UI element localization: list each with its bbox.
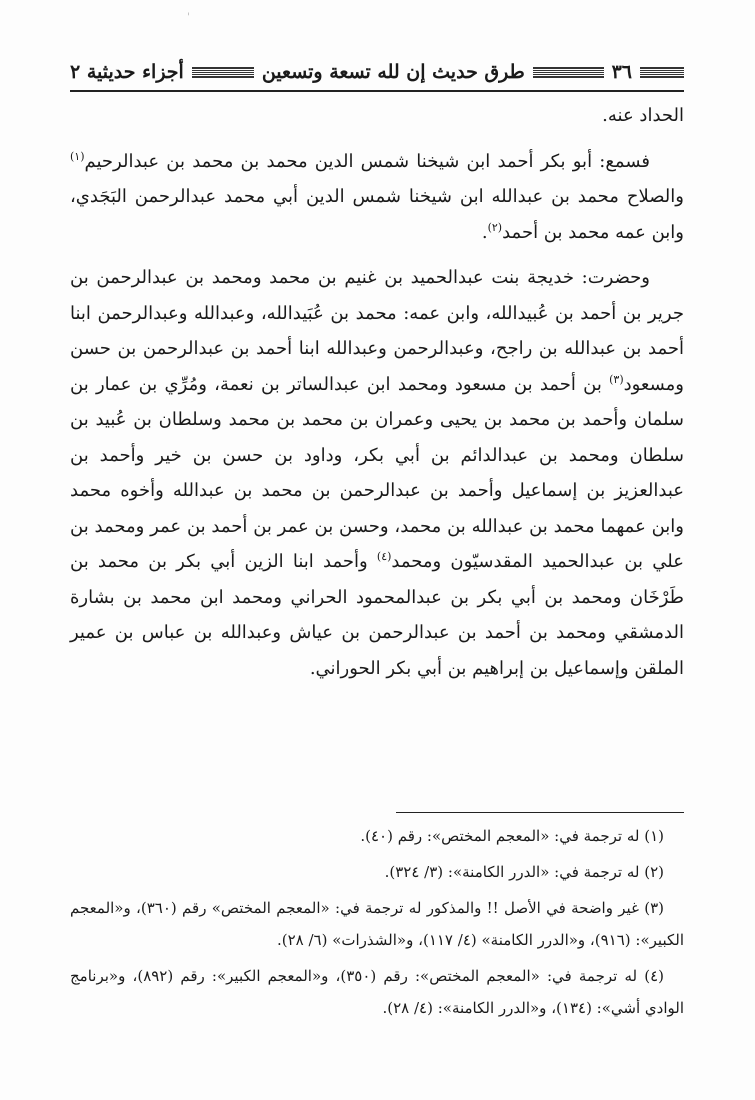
- page-header: [70, 54, 684, 90]
- footnote-3: (٣) غير واضحة في الأصل !! والمذكور له ترجمة في: «المعجم المختص» رقم (٣٦٠)، و«المعجم الكبير»: (٩١٦)، و«الدرر الكامنة» (٤/ ١١٧)، و«الشذرات» (٦/ ٢٨).: [70, 899, 684, 949]
- paragraph-2-text-b: والصلاح محمد بن عبدالله ابن شيخنا شمس الدين أبي محمد عبدالرحمن البَجَدي، وابن عمه محمد بن أحمد: [70, 186, 684, 243]
- paragraph-1: [70, 98, 684, 134]
- footnote-ref-4: (٤): [376, 550, 392, 563]
- footnote-4: (٤) له ترجمة في: «المعجم المختص»: رقم (٣٥٠)، و«المعجم الكبير»: رقم (٨٩٢)، و«برنامج الوادي أشي»: (١٣٤)، و«الدرر الكامنة»: (٤/ ٢٨).: [70, 967, 684, 1017]
- page-number: ٣٦: [611, 61, 632, 83]
- running-title: طرق حديث إن لله تسعة وتسعين: [261, 61, 525, 83]
- paragraph-3-text-a: وحضرت: خديجة بنت عبدالحميد بن غنيم بن محمد ومحمد بن عبدالرحمن بن جرير بن أحمد بن عُبيدالله، وابن عمه: محمد بن عُبَيدالله، وعبدالله وعبدالرحمن ابنا أحمد بن عبدالله بن راجح، وعبدالرحمن وعبدالله ابنا أحمد بن عبدالرحمن بن حسن ومسعود: [70, 267, 684, 395]
- scan-mark: ': [187, 12, 190, 23]
- footnote-ref-1: (١): [70, 149, 85, 163]
- footnote-2: (٢) له ترجمة في: «الدرر الكامنة»: (٣/ ٣٢٤).: [384, 863, 664, 881]
- header-ornament-right: [640, 67, 684, 78]
- paragraph-3-text-b: بن أحمد بن مسعود ومحمد ابن عبدالساتر بن نعمة، ومُرِّي بن عمار بن سلمان وأحمد بن محمد بن يحيى وعمران بن محمد بن محمد وسلطان بن عُبيد بن سلطان ومحمد بن عبدالدائم بن أبي بكر، وداود بن حسن بن خير وأحمد بن عبدالعزيز بن إسماعيل وأحمد بن عبدالرحمن بن محمد بن عبدالله وأخوه محمد وابن عمهما محمد بن عبدالله بن محمد، وحسن بن عمر بن أحمد بن عمر ومحمد بن علي بن عبدالحميد المقدسيّون ومحمد: [70, 373, 684, 572]
- footnote-ref-2: (٢): [487, 220, 503, 234]
- paragraph-3: [70, 260, 684, 686]
- header-ornament-mid-right: [533, 67, 604, 78]
- main-text: [70, 98, 684, 686]
- paragraph-2-text-a: فسمع: أبو بكر أحمد ابن شيخنا شمس الدين محمد بن محمد بن عبدالرحيم: [84, 150, 650, 172]
- book-title: أجزاء حديثية ٢: [70, 61, 184, 83]
- footnote-1: (١) له ترجمة في: «المعجم المختص»: رقم (٤٠).: [360, 827, 664, 845]
- paragraph-3-text-c: وأحمد ابنا الزين أبي بكر بن محمد بن طَرْخَان ومحمد بن أبي بكر بن عبدالمحمود الحراني ومحمد ابن محمد بن بشارة الدمشقي ومحمد بن أحمد بن عبدالرحمن بن عياش وعبدالله بن عباس بن عمير الملقن وإسماعيل بن إبراهيم بن أبي بكر الحوراني.: [70, 551, 684, 679]
- footnote-ref-3: (٣): [609, 372, 624, 386]
- header-ornament-mid-left: [192, 67, 254, 78]
- paragraph-2: [70, 144, 684, 251]
- paragraph-2-text-c: .: [481, 221, 488, 243]
- footnote-separator: [396, 812, 684, 813]
- header-rule: [70, 90, 684, 92]
- paragraph-1-text: الحداد عنه.: [602, 105, 684, 126]
- footnotes: [70, 820, 684, 1028]
